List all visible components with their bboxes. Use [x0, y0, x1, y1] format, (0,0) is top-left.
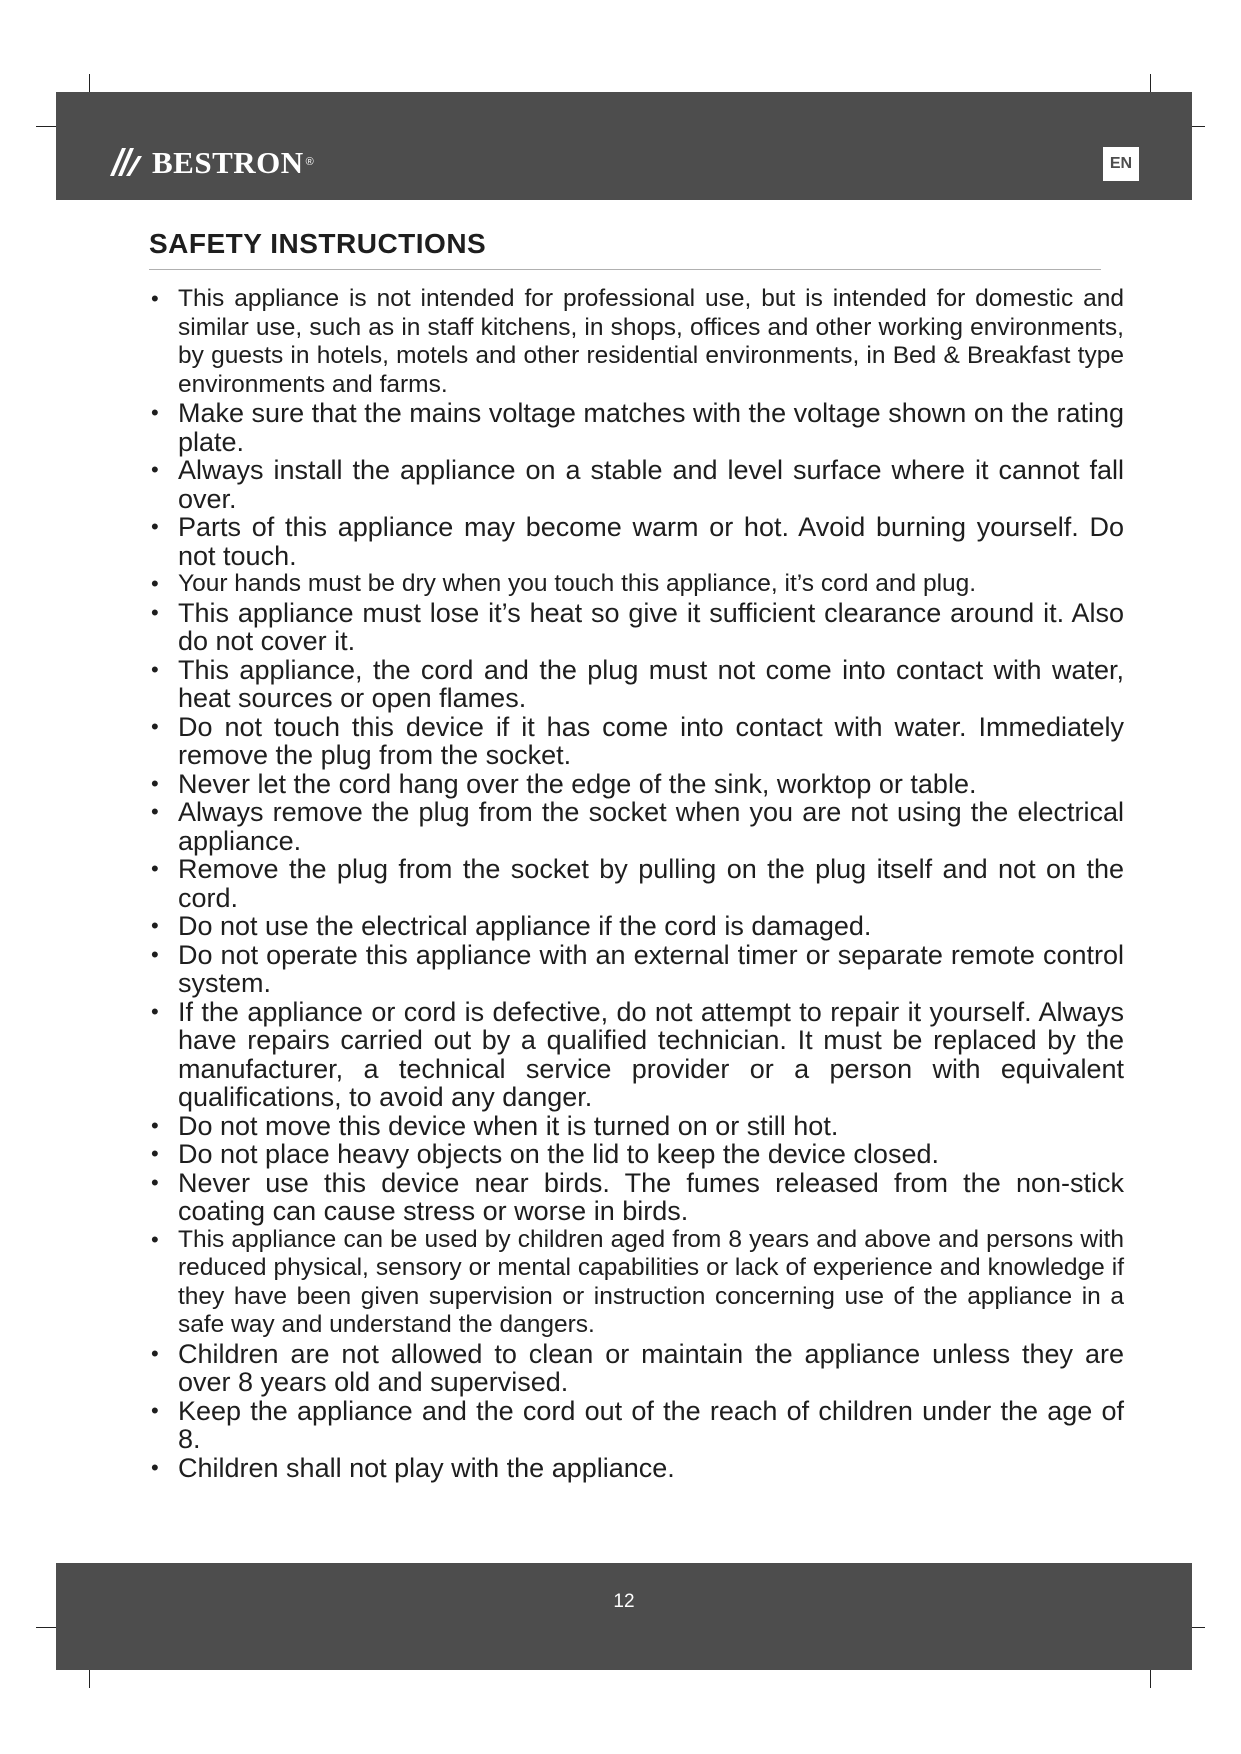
instruction-item: • Always remove the plug from the socket when you are not using the electrical appliance. — [149, 798, 1124, 855]
instruction-item: • This appliance must lose it’s heat so give it sufficient clearance around it. Also do not cover it. — [149, 599, 1124, 656]
instruction-item: • Parts of this appliance may become warm or hot. Avoid burning yourself. Do not touch. — [149, 513, 1124, 570]
instruction-item: • Make sure that the mains voltage matches with the voltage shown on the rating plate. — [149, 399, 1124, 456]
language-badge: EN — [1103, 147, 1139, 181]
instruction-item: • Your hands must be dry when you touch this appliance, it’s cord and plug. — [149, 570, 1124, 599]
instruction-item: • Do not move this device when it is turned on or still hot. — [149, 1112, 1124, 1141]
instruction-item: • This appliance can be used by children aged from 8 years and above and persons with reduced physical, sensory or mental capabilities or lack of experience and knowledge if they have been given supervision or instruction concerning use of the appliance in a safe way and understand the dangers. — [149, 1226, 1124, 1340]
footer-band — [56, 1563, 1192, 1670]
safety-instruction-list — [149, 285, 1124, 1482]
instruction-item: • If the appliance or cord is defective, do not attempt to repair it yourself. Always have repairs carried out by a qualified technician. It must be replaced by the manufacturer, a technical service provider or a person with equivalent qualifications, to avoid any danger. — [149, 998, 1124, 1112]
instruction-item: • Do not place heavy objects on the lid to keep the device closed. — [149, 1140, 1124, 1169]
instruction-item: • Never use this device near birds. The fumes released from the non-stick coating can cause stress or worse in birds. — [149, 1169, 1124, 1226]
instruction-item: • Keep the appliance and the cord out of the reach of children under the age of 8. — [149, 1397, 1124, 1454]
brand-name: BESTRON — [152, 144, 304, 180]
instruction-item: • Do not touch this device if it has come into contact with water. Immediately remove the plug from the socket. — [149, 713, 1124, 770]
title-divider — [149, 269, 1101, 270]
instruction-item: • Children are not allowed to clean or maintain the appliance unless they are over 8 years old and supervised. — [149, 1340, 1124, 1397]
instruction-item: • Children shall not play with the appliance. — [149, 1454, 1124, 1483]
instruction-item: • Remove the plug from the socket by pulling on the plug itself and not on the cord. — [149, 855, 1124, 912]
instruction-item: • Never let the cord hang over the edge of the sink, worktop or table. — [149, 770, 1124, 799]
instruction-item: • Do not use the electrical appliance if the cord is damaged. — [149, 912, 1124, 941]
registered-mark: ® — [305, 156, 314, 168]
instruction-item: • Do not operate this appliance with an external timer or separate remote control system. — [149, 941, 1124, 998]
brand-chevron-icon — [108, 142, 146, 182]
instruction-item: • This appliance, the cord and the plug must not come into contact with water, heat sources or open flames. — [149, 656, 1124, 713]
instruction-item: • Always install the appliance on a stable and level surface where it cannot fall over. — [149, 456, 1124, 513]
page-number: 12 — [613, 1591, 635, 1612]
brand-logo — [108, 140, 314, 184]
page-title: SAFETY INSTRUCTIONS — [149, 228, 487, 259]
instruction-item: • This appliance is not intended for professional use, but is intended for domestic and similar use, such as in staff kitchens, in shops, offices and other working environments, by guests in hotels, motels and other residential environments, in Bed & Breakfast type environments and farms. — [149, 285, 1124, 399]
